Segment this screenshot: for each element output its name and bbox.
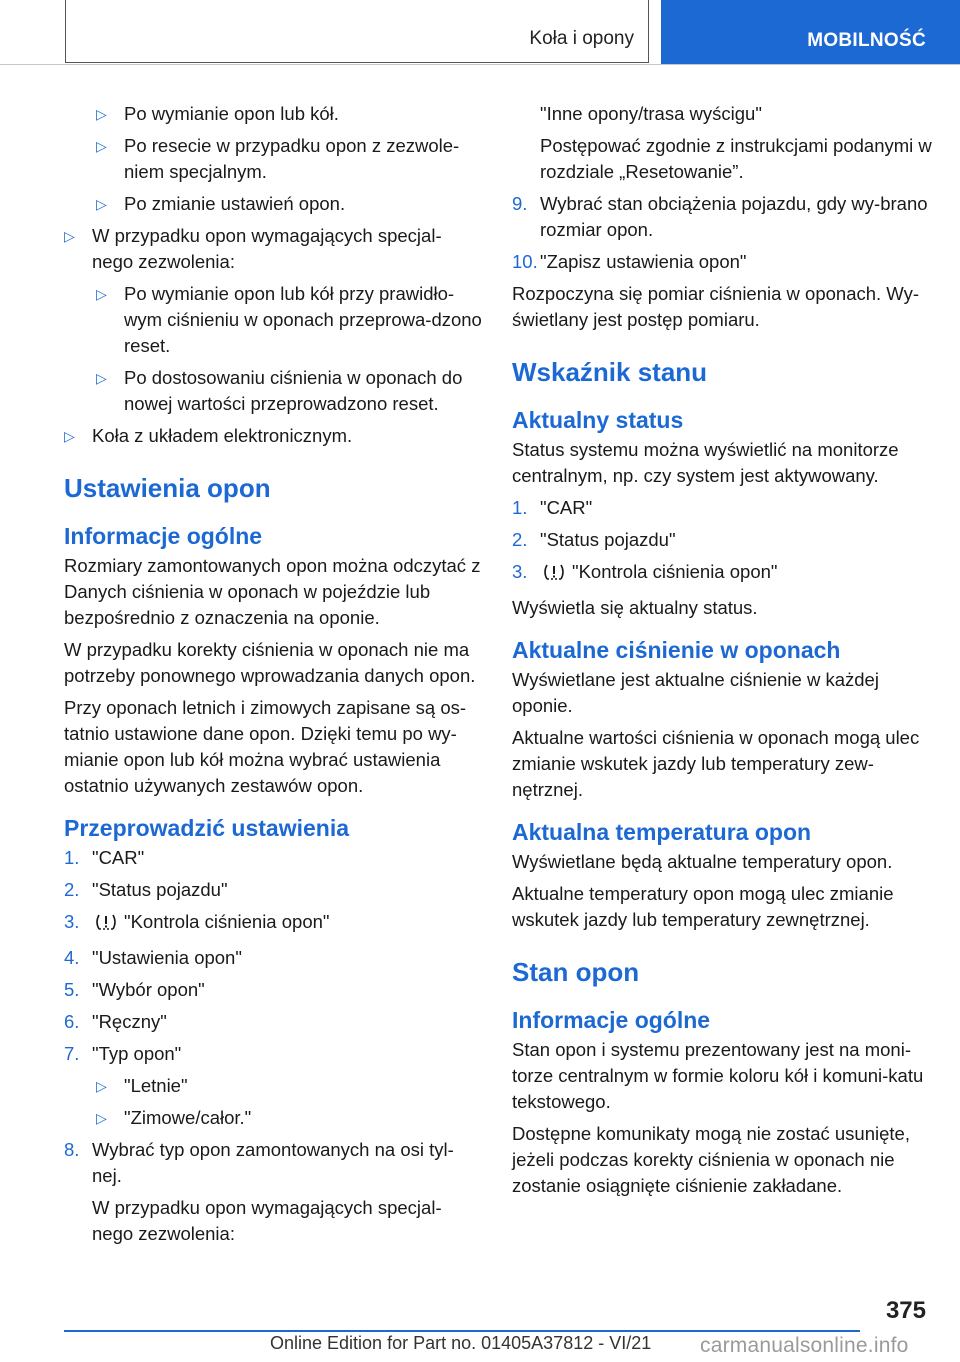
list-item: ▷ Po wymianie opon lub kół przy prawidło-wym ciśnieniu w oponach przeprowa-dzono reset. <box>96 283 482 356</box>
list-item: ▷ Po zmianie ustawień opon. <box>64 191 482 217</box>
heading-perform-settings: Przeprowadzić ustawienia <box>64 815 350 841</box>
step-note: W przypadku opon wymagających specjal-nego zezwolenia: <box>92 1197 442 1244</box>
heading-status-indicator: Wskaźnik stanu <box>512 357 708 387</box>
triangle-bullet-icon: ▷ <box>64 228 75 244</box>
list-item: ▷ "Zimowe/całor." <box>64 1105 482 1131</box>
paragraph: Aktualne temperatury opon mogą ulec zmianie wskutek jazdy lub temperatury zewnętrznej. <box>512 883 894 930</box>
triangle-bullet-icon: ▷ <box>96 1110 107 1126</box>
step-item: 7. "Typ opon" <box>64 1043 182 1064</box>
paragraph: Wyświetlane jest aktualne ciśnienie w każdej oponie. <box>512 669 879 716</box>
paragraph: Rozpoczyna się pomiar ciśnienia w oponach. Wy-świetlany jest postęp pomiaru. <box>512 283 920 330</box>
heading-general-info: Informacje ogólne <box>64 523 263 549</box>
step-item: 10. "Zapisz ustawienia opon" <box>512 251 747 272</box>
step-item: 3. "Kontrola ciśnienia opon" <box>512 559 932 589</box>
step-continuation: Postępować zgodnie z instrukcjami podanymi w rozdziale „Resetowanie”. <box>540 135 932 182</box>
footer-divider <box>64 1330 860 1332</box>
step-item: 9. Wybrać stan obciążenia pojazdu, gdy wy-brano rozmiar opon. <box>512 193 928 240</box>
heading-general-info: Informacje ogólne <box>512 1007 711 1033</box>
step-item: 6. "Ręczny" <box>64 1011 167 1032</box>
list-item: ▷ "Letnie" <box>64 1073 482 1099</box>
step-item: 8. Wybrać typ opon zamontowanych na osi tyl-nej. <box>64 1139 454 1186</box>
triangle-bullet-icon: ▷ <box>64 428 75 444</box>
step-item: 3. "Kontrola ciśnienia opon" <box>64 909 482 939</box>
paragraph: Dostępne komunikaty mogą nie zostać usunięte, jeżeli podczas korekty ciśnienia w oponach nie zostanie osiągnięte ciśnienie zakładane. <box>512 1123 910 1196</box>
paragraph: Wyświetlane będą aktualne temperatury opon. <box>512 851 893 872</box>
paragraph: Przy oponach letnich i zimowych zapisane są os-tatnio ustawione dane opon. Dzięki temu po wy-mianie opon lub kół można wybrać ustawienia ostatnio używanych zestawów opon. <box>64 697 467 796</box>
list-item: ▷ Po wymianie opon lub kół. <box>64 101 482 127</box>
paragraph: Aktualne wartości ciśnienia w oponach mogą ulec zmianie wskutek jazdy lub temperatury zew-nętrznej. <box>512 727 920 800</box>
tire-pressure-warning-icon <box>94 912 118 939</box>
step-item: 2. "Status pojazdu" <box>64 879 228 900</box>
chapter-tab <box>661 0 960 64</box>
triangle-bullet-icon: ▷ <box>96 370 107 386</box>
left-column <box>64 101 482 1253</box>
section-title: Koła i opony <box>529 28 634 49</box>
header-section-box <box>65 0 649 63</box>
list-item: ▷ Po dostosowaniu ciśnienia w oponach do nowej wartości przeprowadzono reset. <box>96 367 463 414</box>
right-column <box>512 101 932 1205</box>
header-divider <box>0 64 960 65</box>
paragraph: Stan opon i systemu prezentowany jest na moni-torze centralnym w formie koloru kół i komuni-katu tekstowego. <box>512 1039 924 1112</box>
paragraph: Rozmiary zamontowanych opon można odczytać z Danych ciśnienia w oponach w pojeździe lub bezpośrednio z oznaczenia na oponie. <box>64 555 481 628</box>
triangle-bullet-icon: ▷ <box>96 1078 107 1094</box>
list-item: ▷ Po resecie w przypadku opon z zezwole-niem specjalnym. <box>96 135 460 182</box>
triangle-bullet-icon: ▷ <box>96 138 107 154</box>
triangle-bullet-icon: ▷ <box>96 196 107 212</box>
watermark: carmanualsonline.info <box>700 1334 909 1357</box>
heading-current-status: Aktualny status <box>512 407 684 433</box>
edition-text: Online Edition for Part no. 01405A37812 - VI/21 <box>270 1333 652 1353</box>
triangle-bullet-icon: ▷ <box>96 286 107 302</box>
step-item: 2. "Status pojazdu" <box>512 529 676 550</box>
step-item: 5. "Wybór opon" <box>64 979 205 1000</box>
triangle-bullet-icon: ▷ <box>96 106 107 122</box>
list-item: ▷ Koła z układem elektronicznym. <box>64 423 482 449</box>
heading-tire-settings: Ustawienia opon <box>64 473 271 503</box>
tire-pressure-warning-icon <box>542 562 566 589</box>
paragraph: Wyświetla się aktualny status. <box>512 597 758 618</box>
step-item: 1. "CAR" <box>64 847 145 868</box>
list-item: ▷ W przypadku opon wymagających specjal-nego zezwolenia: <box>64 225 442 272</box>
step-item: 4. "Ustawienia opon" <box>64 947 242 968</box>
paragraph: W przypadku korekty ciśnienia w oponach nie ma potrzeby ponownego wprowadzania danych opon. <box>64 639 476 686</box>
page-number: 375 <box>885 1297 926 1324</box>
heading-tyre-state: Stan opon <box>512 957 640 987</box>
step-continuation: "Inne opony/trasa wyścigu" <box>540 103 762 124</box>
heading-current-pressure: Aktualne ciśnienie w oponach <box>512 637 841 663</box>
heading-current-temperature: Aktualna temperatura opon <box>512 819 812 845</box>
paragraph: Status systemu można wyświetlić na monitorze centralnym, np. czy system jest aktywowany. <box>512 439 899 486</box>
step-item: 1. "CAR" <box>512 497 593 518</box>
chapter-tab-label: MOBILNOŚĆ <box>807 30 926 51</box>
